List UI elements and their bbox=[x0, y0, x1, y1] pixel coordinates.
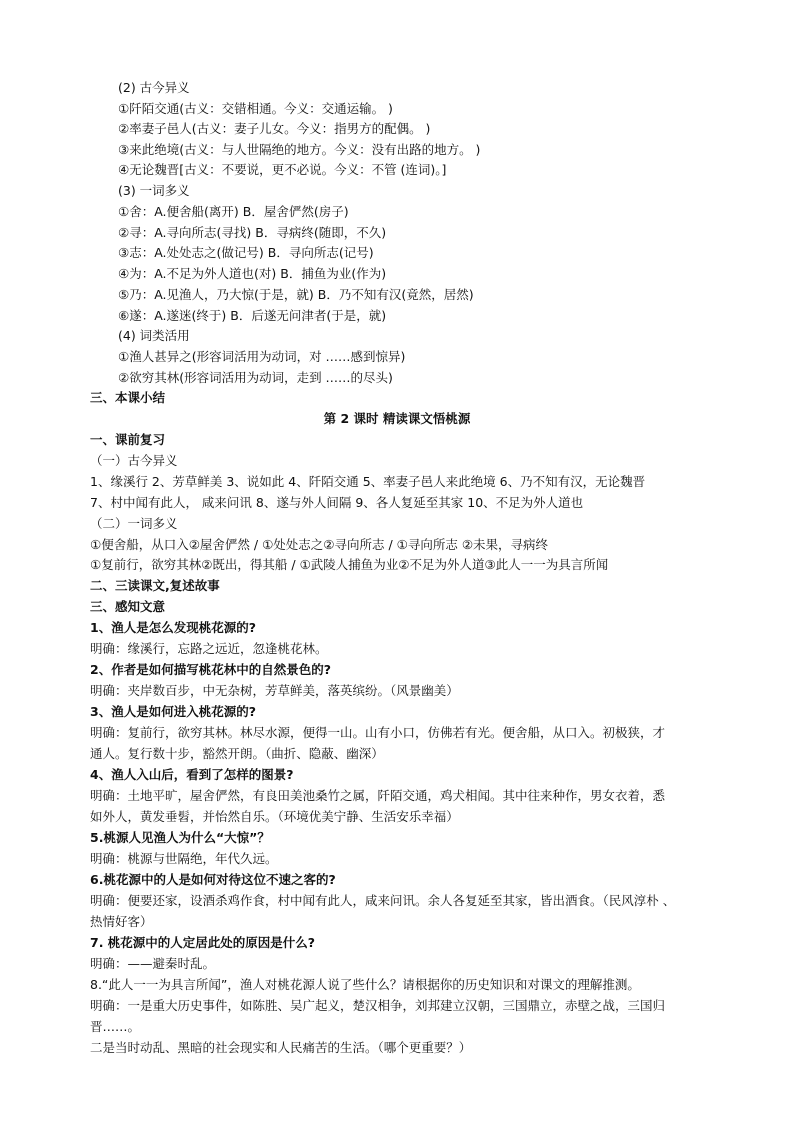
question: 5.桃源人见渔人为什么“大惊”？ bbox=[90, 830, 270, 845]
answer-line: 明确：复前行，欲穷其林。林尽水源，便得一山。山有小口，仿佛若有光。便舍船，从口入。初极狭，才 bbox=[90, 725, 666, 740]
answer-line: 二是当时动乱、黑暗的社会现实和人民痛苦的生活。（哪个更重要？） bbox=[90, 1040, 472, 1055]
list-item: ③来此绝境(古义：与人世隔绝的地方。今义：没有出路的地方。 ) bbox=[118, 142, 481, 157]
list-item: ②率妻子邑人(古义：妻子儿女。今义：指男方的配偶。 ) bbox=[118, 121, 431, 136]
list-item: ④无论魏晋[古义：不要说，更不必说。今义：不管 (连词)。] bbox=[118, 162, 447, 177]
section-heading: 二、三读课文,复述故事 bbox=[90, 578, 220, 593]
answer-line: 晋……。 bbox=[90, 1019, 141, 1034]
paragraph-line: ①复前行，欲穷其林②既出，得其船 / ①武陵人捕鱼为业②不足为外人道③此人一一为具言所闻 bbox=[90, 557, 609, 572]
question: 3、渔人是如何进入桃花源的? bbox=[90, 704, 256, 719]
answer-line: 如外人，黄发垂髫，并怡然自乐。（环境优美宁静、生活安乐幸福） bbox=[90, 809, 459, 824]
question: 2、作者是如何描写桃花林中的自然景色的? bbox=[90, 662, 331, 677]
list-item: ②寻：A.寻向所志(寻找) B．寻病终(随即，不久) bbox=[118, 225, 387, 240]
list-item: ⑤乃：A.见渔人，乃大惊(于是，就) B．乃不知有汉(竟然，居然) bbox=[118, 287, 474, 302]
question: 6.桃花源中的人是如何对待这位不速之客的? bbox=[90, 872, 336, 887]
section-heading: 一、课前复习 bbox=[90, 432, 166, 447]
paragraph-line: 1、缘溪行 2、芳草鲜美 3、说如此 4、阡陌交通 5、率妻子邑人来此绝境 6、乃不知有汉，无论魏晋 bbox=[90, 474, 646, 489]
section-heading: (4) 词类活用 bbox=[118, 328, 190, 343]
question: 8.“此人一一为具言所闻”，渔人对桃花源人说了些什么？请根据你的历史知识和对课文的理解推测。 bbox=[90, 977, 640, 992]
section-heading: (3) 一词多义 bbox=[118, 183, 190, 198]
list-item: ④为：A.不足为外人道也(对) B．捕鱼为业(作为) bbox=[118, 266, 387, 281]
list-item: ①渔人甚异之(形容词活用为动词，对 ……感到惊异) bbox=[118, 349, 406, 364]
question: 7. 桃花源中的人定居此处的原因是什么? bbox=[90, 935, 316, 950]
subsection-heading: （二）一词多义 bbox=[90, 516, 178, 531]
answer-line: 明确：便要还家，设酒杀鸡作食，村中闻有此人，咸来问讯。余人各复延至其家，皆出酒食。（民风淳朴 、 bbox=[90, 893, 676, 908]
section-heading: 三、感知文意 bbox=[90, 599, 166, 614]
question: 1、渔人是怎么发现桃花源的? bbox=[90, 620, 256, 635]
paragraph-line: ①便舍船，从口入②屋舍俨然 / ①处处志之②寻向所志 / ①寻向所志 ②未果，寻病终 bbox=[90, 537, 549, 552]
question: 4、渔人入山后，看到了怎样的图景? bbox=[90, 767, 294, 782]
answer-line: 明确：土地平旷，屋舍俨然，有良田美池桑竹之属，阡陌交通，鸡犬相闻。其中往来种作，男女衣着，悉 bbox=[90, 788, 666, 803]
list-item: ①舍：A.便舍船(离开) B．屋舍俨然(房子) bbox=[118, 204, 349, 219]
list-item: ②欲穷其林(形容词活用为动词，走到 ……的尽头) bbox=[118, 370, 393, 385]
list-item: ①阡陌交通(古义：交错相通。今义：交通运输。 ) bbox=[118, 101, 393, 116]
lesson-title: 第 2 课时 精读课文悟桃源 bbox=[323, 411, 471, 426]
section-heading: 三、本课小结 bbox=[90, 390, 166, 405]
list-item: ⑥遂：A.遂迷(终于) B．后遂无问津者(于是，就) bbox=[118, 308, 387, 323]
paragraph-line: 7、村中闻有此人， 咸来问讯 8、遂与外人间隔 9、各人复延至其家 10、不足为外人道也 bbox=[90, 495, 584, 510]
answer-line: 明确：夹岸数百步，中无杂树，芳草鲜美，落英缤纷。（风景幽美） bbox=[90, 683, 459, 698]
answer-line: 明确：桃源与世隔绝，年代久远。 bbox=[90, 851, 278, 866]
answer-line: 明确：缘溪行，忘路之远近，忽逢桃花林。 bbox=[90, 641, 328, 656]
list-item: ③志：A.处处志之(做记号) B．寻向所志(记号) bbox=[118, 245, 374, 260]
answer-line: 通人。复行数十步，豁然开朗。（曲折、隐蔽、幽深） bbox=[90, 746, 384, 761]
subsection-heading: （一）古今异义 bbox=[90, 453, 178, 468]
answer-line: 明确：一是重大历史事件，如陈胜、吴广起义，楚汉相争，刘邦建立汉朝，三国鼎立，赤壁之战，三国归 bbox=[90, 998, 666, 1013]
answer-line: 明确：——避秦时乱。 bbox=[90, 956, 216, 971]
section-heading: (2) 古今异义 bbox=[118, 80, 190, 95]
answer-line: 热情好客） bbox=[90, 914, 153, 929]
